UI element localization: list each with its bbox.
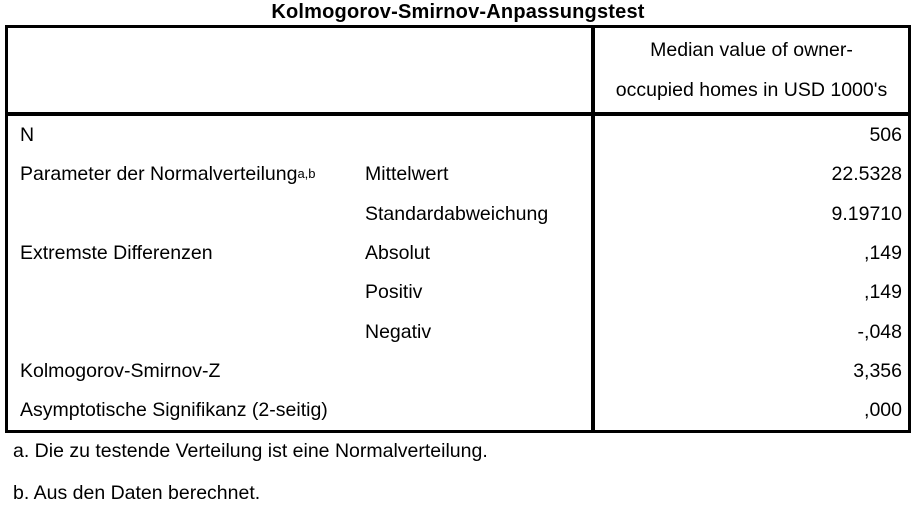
table-row-ks-z — [8, 352, 908, 391]
row-label: Asymptotische Signifikanz (2-seitig) — [20, 399, 328, 422]
row-value: ,000 — [591, 391, 908, 430]
table-title: Kolmogorov-Smirnov-Anpassungstest — [271, 1, 645, 23]
row-value: 9.19710 — [591, 195, 908, 234]
header-corner-cell — [8, 28, 591, 112]
row-sublabel: Standardabweichung — [365, 202, 549, 225]
row-label — [8, 195, 365, 234]
row-sublabel: Positiv — [365, 281, 423, 304]
footnote-b: b. Aus den Daten berechnet. — [13, 482, 261, 504]
row-sublabel — [365, 116, 591, 155]
row-sublabel: Mittelwert — [365, 163, 449, 186]
value-column-header — [591, 28, 908, 112]
row-sublabel: Absolut — [365, 242, 431, 265]
row-value: 506 — [591, 116, 908, 155]
row-value: 3,356 — [591, 352, 908, 391]
table-row-negativ — [8, 312, 908, 351]
row-value: 22.5328 — [591, 155, 908, 194]
row-label — [8, 312, 365, 351]
row-label: Extremste Differenzen — [20, 242, 213, 265]
row-label — [8, 273, 365, 312]
row-label-text: Parameter der Normalverteilung — [20, 163, 298, 186]
row-value: -,048 — [591, 312, 908, 351]
kolmogorov-smirnov-table — [5, 25, 911, 433]
table-row-mittelwert — [8, 155, 908, 194]
row-label: Kolmogorov-Smirnov-Z — [20, 359, 221, 382]
row-sublabel: Negativ — [365, 320, 432, 343]
table-row-n — [8, 116, 908, 155]
table-row-standardabweichung — [8, 195, 908, 234]
table-row-absolut — [8, 234, 908, 273]
table-row-asymp-sig — [8, 391, 908, 430]
row-label: Parameter der Normalverteilung $^{a,b}$ — [20, 163, 316, 186]
table-header-row — [8, 28, 908, 116]
value-column-header-line1: Median value of owner- — [650, 39, 853, 61]
row-sublabel — [365, 391, 591, 430]
row-value: ,149 — [591, 234, 908, 273]
row-label: N — [20, 124, 35, 147]
value-column-header-line2: occupied homes in USD 1000's — [615, 79, 888, 101]
row-value: ,149 — [591, 273, 908, 312]
row-sublabel — [365, 352, 591, 391]
footnote-a: a. Die zu testende Verteilung ist eine Normalverteilung. — [13, 440, 488, 462]
table-row-positiv — [8, 273, 908, 312]
